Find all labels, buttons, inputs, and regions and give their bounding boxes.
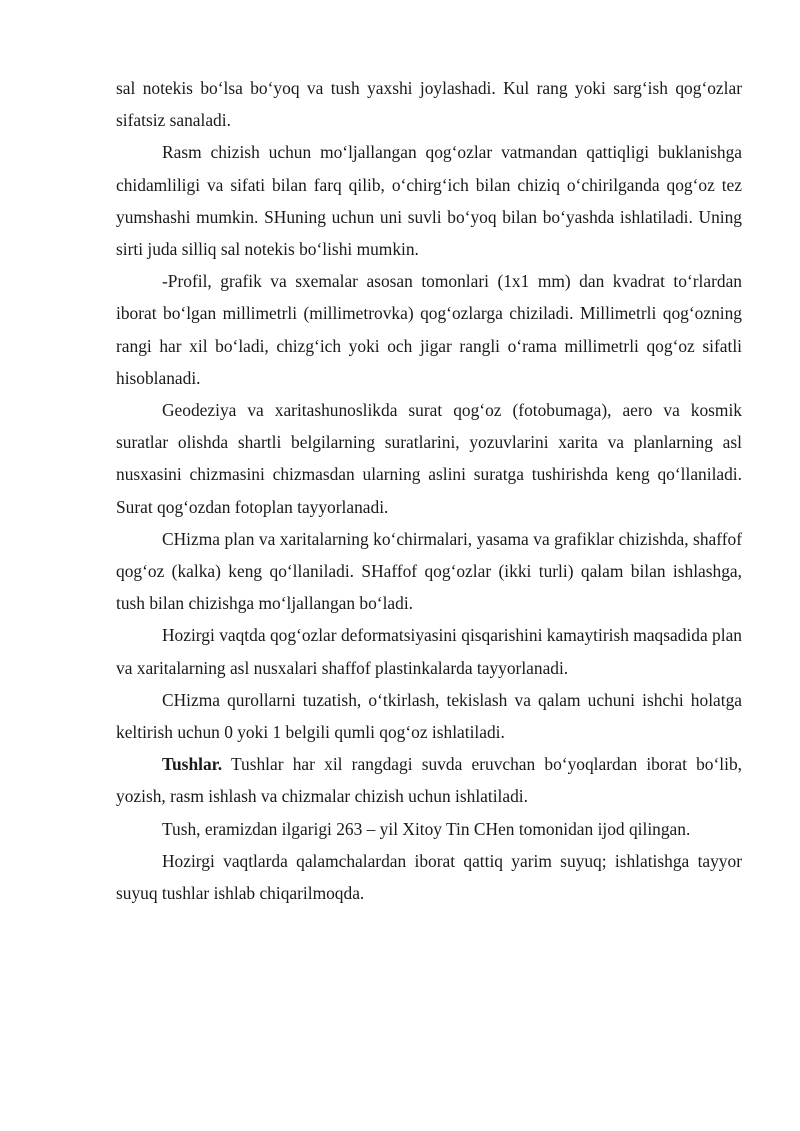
paragraph-sandpaper: CHizma qurollarni tuzatish, o‘tkirlash, tekislash va qalam uchuni ishchi holatga keltirish uchun 0 yoki 1 belgili qumli qog‘oz ishlatiladi. xyxy=(116,689,742,743)
document-body xyxy=(116,72,742,909)
paragraph-ink-history: Tush, eramizdan ilgarigi 263 – yil Xitoy Tin CHen tomonidan ijod qilingan. xyxy=(162,818,691,839)
paragraph-intro: sal notekis bo‘lsa bo‘yoq va tush yaxshi joylashadi. Kul rang yoki sarg‘ish qog‘ozlar sifatsiz sanaladi. xyxy=(116,78,742,131)
inks-heading: Tushlar. xyxy=(162,754,223,775)
paragraph-drawing-paper: Rasm chizish uchun mo‘ljallangan qog‘ozlar vatmandan qattiqligi buklanishga chidamliligi va sifati bilan farq qilib, o‘chirg‘ich bilan chiziq o‘chirilganda qog‘oz tez yumshashi mumkin. SHuning uchun uni suvli bo‘yoq bilan bo‘yashda ishlatiladi. Uning sirti juda silliq sal notekis bo‘lishi mumkin. xyxy=(116,142,742,260)
paragraph-millimeter-paper: -Profil, grafik va sxemalar asosan tomonlari (1x1 mm) dan kvadrat to‘rlardan iborat bo‘lgan millimetrli (millimetrovka) qog‘ozlarga chiziladi. Millimetrli qog‘ozning rangi har xil bo‘ladi, chizg‘ich yoki och jigar rangli o‘rama millimetrli qog‘oz sifatli hisoblanadi. xyxy=(116,271,742,388)
inks-text: Tushlar har xil rangdagi suvda eruvchan bo‘yoqlardan iborat bo‘lib, yozish, rasm ishlash va chizmalar chizish uchun ishlatiladi. xyxy=(116,754,742,807)
paragraph-plastic-sheets: Hozirgi vaqtda qog‘ozlar deformatsiyasini qisqarishini kamaytirish maqsadida plan va xaritalarning asl nusxalari shaffof plastinkalarda tayyorlanadi. xyxy=(116,625,742,678)
paragraph-inks xyxy=(116,748,742,812)
paragraph-modern-inks: Hozirgi vaqtlarda qalamchalardan iborat qattiq yarim suyuq; ishlatishga tayyor suyuq tushlar ishlab chiqarilmoqda. xyxy=(116,850,742,904)
paragraph-photo-paper: Geodeziya va xaritashunoslikda surat qog‘oz (fotobumaga), aero va kosmik suratlar olishda shartli belgilarning suratlarini, yozuvlarini xarita va planlarning asl nusxasini chizmasini chizmasdan ularning aslini suratga tushirishda keng qo‘llaniladi. Surat qog‘ozdan fotoplan tayyorlanadi. xyxy=(116,400,742,517)
paragraph-tracing-paper: CHizma plan va xaritalarning ko‘chirmalari, yasama va grafiklar chizishda, shaffof qog‘oz (kalka) keng qo‘llaniladi. SHaffof qog‘ozlar (ikki turli) qalam bilan ishlashga, tush bilan chizishga mo‘ljallangan bo‘ladi. xyxy=(116,528,742,614)
